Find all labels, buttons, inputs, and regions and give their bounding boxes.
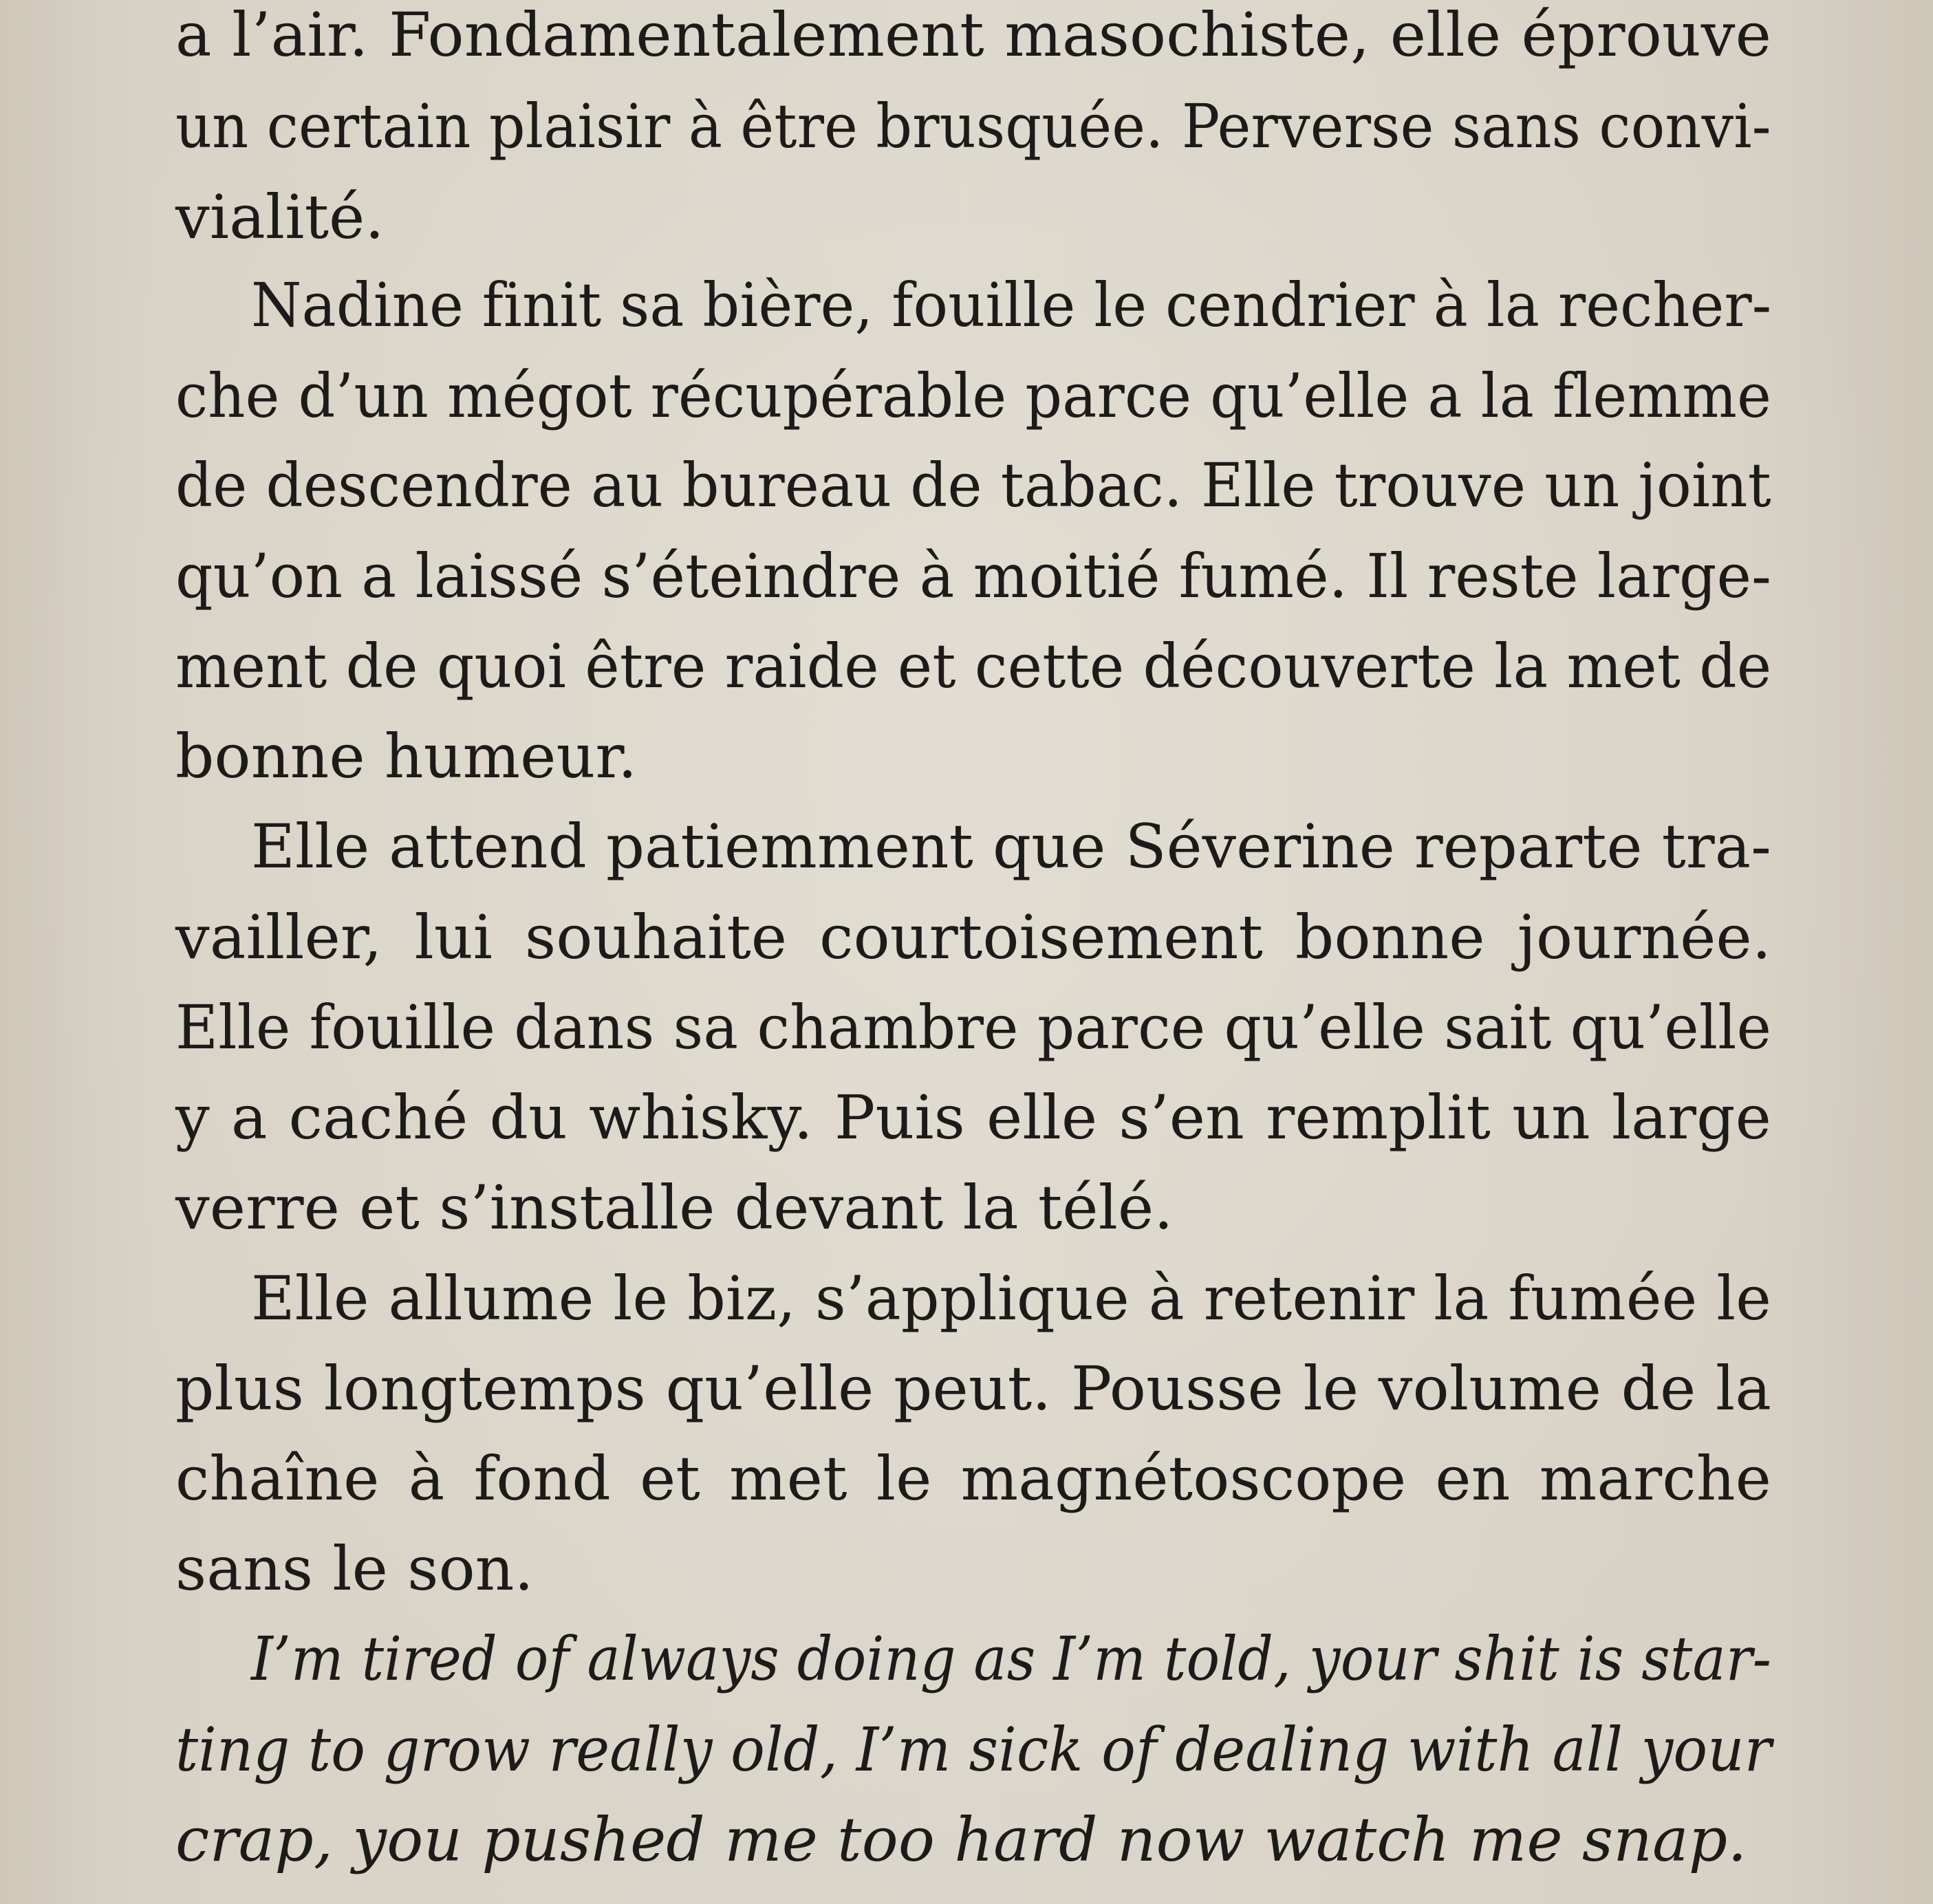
text-line: a l’air. Fondamentalement masochiste, elle éprouve: [175, 0, 1771, 70]
text-line: ting to grow really old, I’m sick of dealing with all your: [175, 1714, 1772, 1785]
text-line: ment de quoi être raide et cette découverte la met de: [175, 631, 1772, 702]
text-line: crap, you pushed me too hard now watch me snap.: [175, 1804, 1747, 1875]
text-line: de descendre au bureau de tabac. Elle trouve un joint: [175, 450, 1771, 521]
text-line: Nadine finit sa bière, fouille le cendrier à la recher-: [251, 270, 1772, 340]
text-line: y a caché du whisky. Puis elle s’en remplit un large: [175, 1082, 1771, 1153]
text-line: vailler, lui souhaite courtoisement bonne journée.: [175, 902, 1771, 973]
text-line: qu’on a laissé s’éteindre à moitié fumé. Il reste large-: [175, 541, 1772, 612]
text-line: verre et s’installe devant la télé.: [175, 1172, 1174, 1243]
text-line: Elle allume le biz, s’applique à retenir la fumée le: [251, 1263, 1772, 1334]
text-line: chaîne à fond et met le magnétoscope en marche: [175, 1443, 1771, 1514]
text-line: Elle fouille dans sa chambre parce qu’elle sait qu’elle: [175, 992, 1772, 1063]
text-line: vialité.: [175, 182, 385, 252]
text-line: plus longtemps qu’elle peut. Pousse le volume de la: [175, 1353, 1771, 1424]
text-line: Elle attend patiemment que Séverine reparte tra-: [251, 811, 1771, 882]
text-line: I’m tired of always doing as I’m told, your shit is star-: [251, 1623, 1772, 1694]
text-line: un certain plaisir à être brusquée. Perverse sans convi-: [175, 91, 1771, 162]
text-line: che d’un mégot récupérable parce qu’elle a la flemme: [175, 360, 1772, 431]
text-line: sans le son.: [175, 1533, 534, 1604]
text-line: bonne humeur.: [175, 721, 638, 792]
